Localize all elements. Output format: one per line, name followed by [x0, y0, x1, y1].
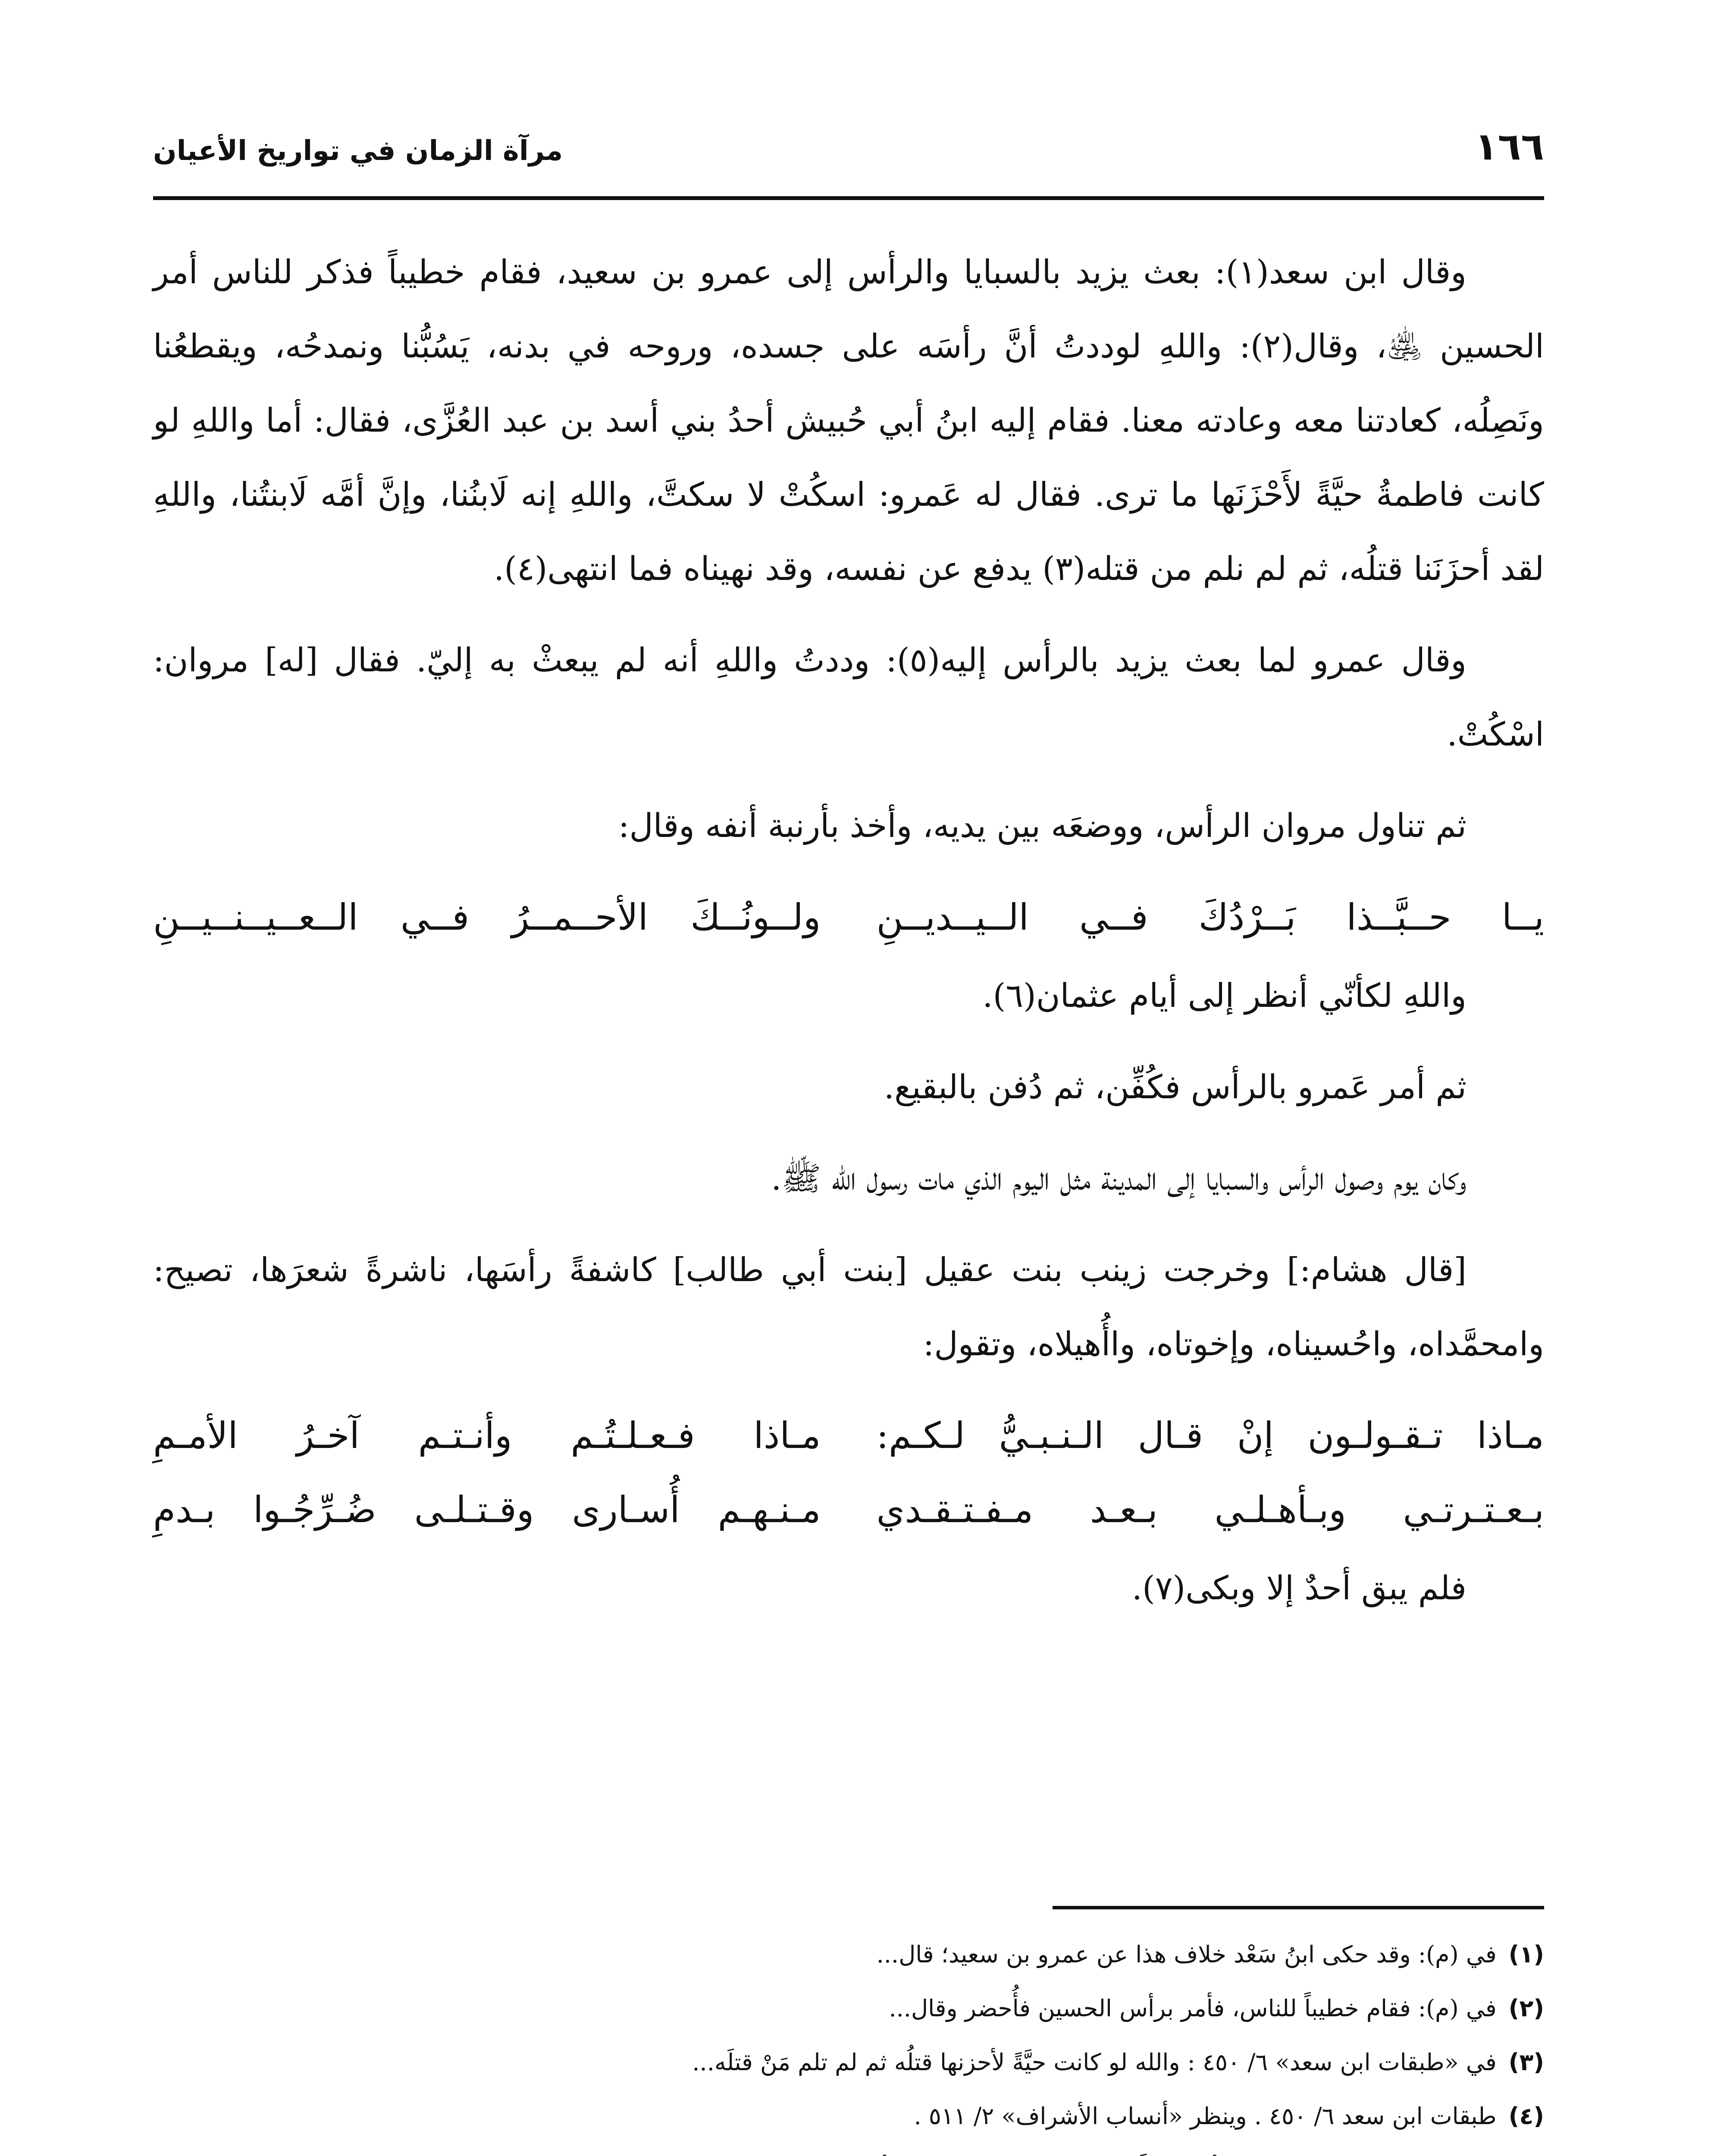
poem-verse-zaynab — [153, 1398, 1544, 1547]
page-header — [153, 119, 1544, 200]
footnote-text: في (م): وقد حكى ابنُ سَعْد خلاف هذا عن عمرو بن سعيد؛ قال... — [876, 1941, 1497, 1968]
page-number: ١٦٦ — [1474, 124, 1544, 169]
poem-line — [153, 880, 1544, 954]
footnote-item — [153, 1927, 1544, 1981]
footnote-number: (٢) — [1508, 1995, 1544, 2022]
poem-line — [153, 1473, 1544, 1547]
hemistich-first: بـعـتـرتـي وبـأهـلـي بـعـد مـفـتـقـدي — [876, 1489, 1544, 1531]
hemistich-second: ولــونُــكَ الأحــمــرُ فــي الــعــيــنــيــنِ — [153, 896, 821, 938]
footnotes — [153, 1927, 1544, 2156]
footnote-number: (٤) — [1508, 2103, 1544, 2130]
paragraph-medina: وكان يوم وصول الرأس والسبايا إلى المدينة مثل اليوم الذي مات رسول الله ﷺ. — [771, 1159, 1467, 1197]
hemistich-second: مـنـهـم أُسـارى وقـتـلـى ضُـرِّجُـوا بـدمِ — [153, 1489, 821, 1531]
footnote-item — [153, 2143, 1544, 2156]
hemistich-first: مـاذا تـقـولـون إنْ قـال الـنـبـيُّ لـكـم: — [876, 1414, 1544, 1457]
poem-verse-marwan — [153, 880, 1544, 954]
footnote-text: في (م): فقام خطيباً للناس، فأمر برأس الحسين فأُحضر وقال... — [889, 1995, 1497, 2022]
footnote-number: (٣) — [1508, 2049, 1544, 2076]
footnote-item — [153, 2089, 1544, 2143]
paragraph-amr: وقال عمرو لما بعث يزيد بالرأس إليه(٥): وددتُ واللهِ أنه لم يبعثْ به إليّ. فقال [له] مروان: اسْكُتْ. — [153, 641, 1544, 753]
main-text — [153, 235, 1544, 1642]
paragraph-ibn-sad: وقال ابن سعد(١): بعث يزيد بالسبايا والرأس إلى عمرو بن سعيد، فقام خطيباً فذكر للناس أمر الحسين ﵁، وقال(٢): واللهِ لوددتُ أنَّ رأسَه على جسده، وروحه في بدنه، يَسُبُّنا ونمدحُه، ويقطعُنا ونَصِلُه، كعادتنا معه وعادته معنا. فقام إليه ابنُ أبي حُبيش أحدُ بني أسد بن عبد العُزَّى، فقال: أما واللهِ لو كانت فاطمةُ حيَّةً لأَحْزَنَها ما ترى. فقال له عَمرو: اسكُتْ لا سكتَّ، واللهِ إنه لَابنُنا، وإنَّ أمَّه لَابنتُنا، واللهِ لقد أحزَنَنا قتلُه، ثم لم نلم من قتله(٣) يدفع عن نفسه، وقد نهيناه فما انتهى(٤). — [153, 253, 1545, 588]
paragraph-weeping: فلم يبق أحدٌ إلا وبكى(٧). — [1131, 1569, 1467, 1607]
running-title: مرآة الزمان في تواريخ الأعيان — [153, 135, 563, 167]
poem-line — [153, 1398, 1544, 1473]
paragraph-burial: ثم أمر عَمرو بالرأس فكُفِّن، ثم دُفن بالبقيع. — [884, 1068, 1467, 1106]
footnote-number: (١) — [1508, 1941, 1544, 1968]
footnote-item — [153, 1981, 1544, 2035]
paragraph-marwan: ثم تناول مروان الرأس، ووضعَه بين يديه، وأخذ بأرنبة أنفه وقال: — [618, 806, 1467, 845]
footnote-divider — [1053, 1906, 1544, 1909]
hemistich-first: يــا حــبَّــذا بَــرْدُكَ فــي الــيــديــنِ — [876, 896, 1544, 938]
footnote-text: طبقات ابن سعد ٦/ ٤٥٠ . وينظر «أنساب الأشراف» ٢/ ٥١١ . — [914, 2103, 1497, 2130]
footnote-item — [153, 2035, 1544, 2089]
paragraph-zaynab: [قال هشام:] وخرجت زينب بنت عقيل [بنت أبي طالب] كاشفةً رأسَها، ناشرةً شعرَها، تصيح: وامحمَّداه، واحُسيناه، وإخوتاه، واأُهيلاه، وتقول: — [153, 1250, 1544, 1363]
paragraph-uthman: واللهِ لكأنّي أنظر إلى أيام عثمان(٦). — [982, 976, 1467, 1015]
footnote-text: في «طبقات ابن سعد» ٦/ ٤٥٠ : والله لو كانت حيَّةً لأحزنها قتلُه ثم لم تلم مَنْ قتلَه... — [692, 2049, 1497, 2076]
hemistich-second: مـاذا فـعـلـتُـم وأنـتـم آخـرُ الأمـمِ — [153, 1414, 821, 1457]
